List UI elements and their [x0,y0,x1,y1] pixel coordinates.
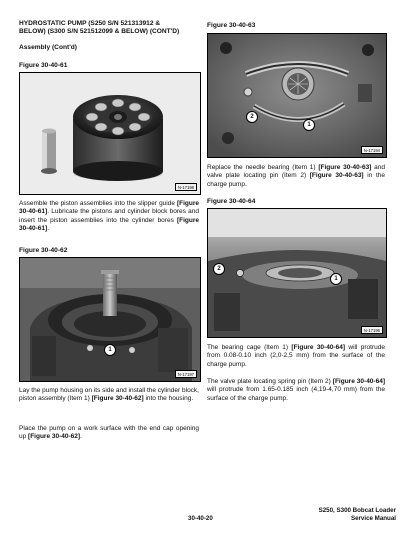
figure-61-photo [19,72,201,195]
instruction-piston-assembly: Assemble the piston assemblies into the slipper guide [Figure 30-40-61]. Lubricate the pistons and cylinder block bores and insert the piston assemblies into the cylinder bores [Figure 30-40-61]. [19,200,199,232]
figure-ref: [Figure 30-40-62] [91,395,144,403]
figure-61-id-tag: N-17198 [175,183,197,191]
figure-ref: [Figure 30-40-62] [28,433,81,441]
figure-63-caption: Figure 30-40-63 [207,22,256,29]
callout-2-badge: 2 [213,263,225,275]
figure-64-caption: Figure 30-40-64 [207,198,256,205]
section-title-line2: BELOW) (S300 S/N 521512099 & BELOW) (CONT'D) [19,28,180,36]
figure-ref: [Figure 30-40-61] [19,200,199,216]
figure-64-photo [207,208,387,338]
section-title-line1: HYDROSTATIC PUMP (S250 S/N 521313912 & [19,20,161,27]
figure-ref: [Figure 30-40-63] [318,164,372,171]
figure-61-caption: Figure 30-40-61 [19,62,68,69]
figure-ref: [Figure 30-40-64] [291,344,346,351]
subsection-title: Assembly (Cont'd) [19,44,77,51]
figure-62-id-tag: N-17197 [175,370,197,378]
footer-manual: Service Manual [350,515,396,522]
callout-1-badge: 1 [303,119,315,131]
instruction-bearing-cage: The bearing cage (Item 1) [Figure 30-40-64] will protrude from 0.08-0.10 inch (2,0-2,5 mm) from the surface of the charge pump. [207,344,385,368]
figure-64-id-tag: N-17196 [361,326,383,334]
figure-ref: [Figure 30-40-63] [309,172,364,180]
instruction-spring-pin: The valve plate locating spring pin (Item 2) [Figure 30-40-64] will protrude from 1.65-0.185 inch (4,19-4,70 mm) from the surface of the charge pump. [207,378,385,402]
figure-63-id-tag: N-17194 [361,146,383,154]
figure-62-caption: Figure 30-40-62 [19,247,68,254]
instruction-replace-bearing: Replace the needle bearing (Item 1) [Figure 30-40-63] and valve plate locating pin (Item 2) [Figure 30-40-63] in the charge pump. [207,164,385,188]
instruction-place-pump: Place the pump on a work surface with the end cap opening up [Figure 30-40-62]. [19,425,199,441]
page-number: 30-40-20 [188,515,213,522]
instruction-install-cylinder: Lay the pump housing on its side and install the cylinder block, piston assembly (Item 1) [Figure 30-40-62] into the housing. [19,387,199,403]
section-title [19,20,209,37]
figure-ref: [Figure 30-40-64] [332,378,385,385]
figure-ref: [Figure 30-40-61] [19,216,199,232]
callout-1-badge: 1 [330,273,342,285]
figure-63-photo [207,33,387,158]
callout-2-badge: 2 [246,111,258,123]
figure-62-photo [19,257,201,382]
callout-1-badge: 1 [104,344,116,356]
footer-model: S250, S300 Bobcat Loader [318,507,396,514]
